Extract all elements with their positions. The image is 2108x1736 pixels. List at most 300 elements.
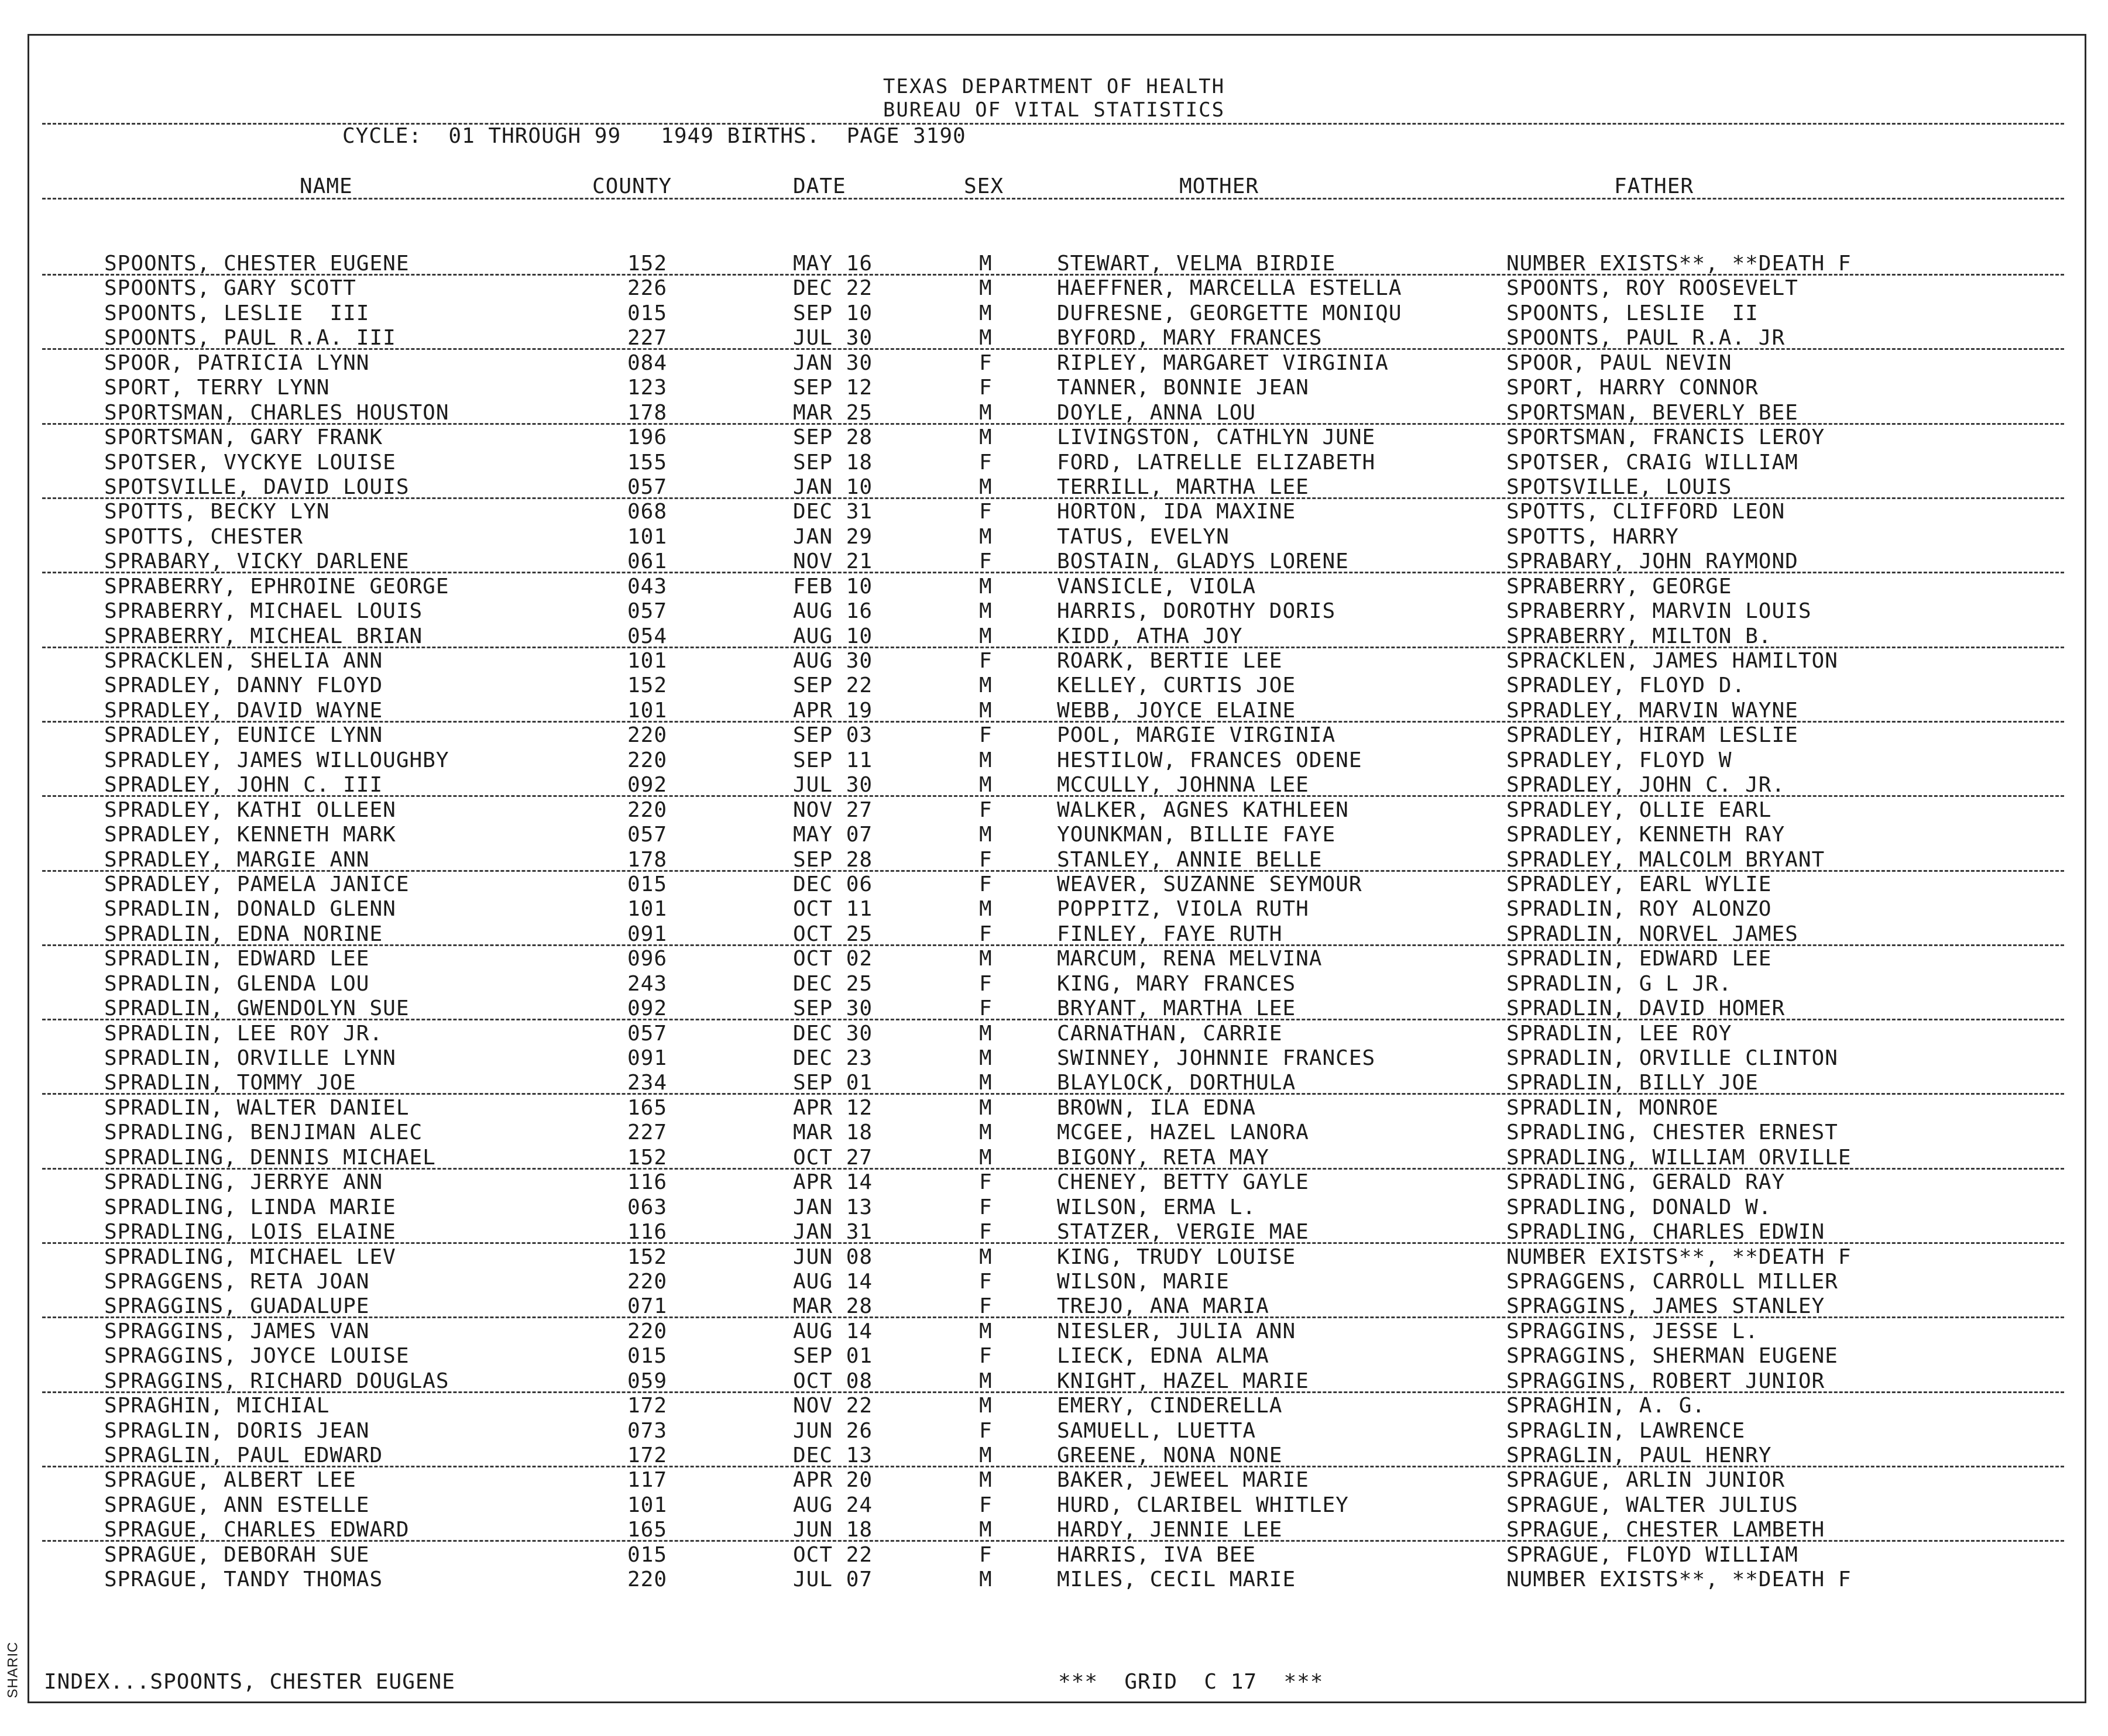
- record-sex: F: [979, 797, 993, 822]
- record-date: AUG 24: [793, 1493, 873, 1517]
- record-sex: M: [979, 698, 993, 723]
- record-county: 123: [627, 376, 668, 400]
- record-mother: SWINNEY, JOHNNIE FRANCES: [1057, 1046, 1376, 1070]
- record-name: SPRAGUE, TANDY THOMAS: [104, 1567, 383, 1592]
- record-date: DEC 30: [793, 1021, 873, 1046]
- record-name: SPRABERRY, MICHEAL BRIAN: [104, 624, 423, 648]
- record-father: SPRADLING, WILLIAM ORVILLE: [1506, 1145, 1852, 1170]
- record-mother: HARDY, JENNIE LEE: [1057, 1518, 1283, 1542]
- record-sex: M: [979, 748, 993, 772]
- record-row: [0, 252, 2108, 276]
- record-county: 220: [627, 1269, 668, 1294]
- record-mother: FINLEY, FAYE RUTH: [1057, 922, 1283, 946]
- record-name: SPRADLIN, GWENDOLYN SUE: [104, 996, 410, 1021]
- record-father: SPRADLIN, ORVILLE CLINTON: [1506, 1046, 1838, 1070]
- record-sex: M: [979, 1468, 993, 1493]
- record-date: MAR 18: [793, 1120, 873, 1145]
- record-father: SPRAGGENS, CARROLL MILLER: [1506, 1269, 1838, 1294]
- record-name: SPRADLEY, JAMES WILLOUGHBY: [104, 748, 449, 772]
- record-mother: LIECK, EDNA ALMA: [1057, 1344, 1269, 1369]
- record-father: SPRADLEY, FLOYD D.: [1506, 673, 1746, 698]
- record-mother: TERRILL, MARTHA LEE: [1057, 475, 1309, 499]
- record-name: SPORT, TERRY LYNN: [104, 376, 330, 400]
- record-mother: WEAVER, SUZANNE SEYMOUR: [1057, 872, 1362, 896]
- record-name: SPRADLIN, EDWARD LEE: [104, 947, 370, 971]
- record-name: SPOONTS, CHESTER EUGENE: [104, 252, 410, 276]
- record-father: SPOTSVILLE, LOUIS: [1506, 475, 1732, 499]
- record-name: SPRADLEY, PAMELA JANICE: [104, 872, 410, 896]
- record-father: SPORTSMAN, BEVERLY BEE: [1506, 400, 1798, 425]
- record-sex: F: [979, 500, 993, 524]
- record-father: SPRADLIN, G L JR.: [1506, 971, 1732, 996]
- record-county: 226: [627, 276, 668, 301]
- record-name: SPOTTS, CHESTER: [104, 524, 304, 549]
- record-sex: M: [979, 524, 993, 549]
- record-county: 152: [627, 1245, 668, 1269]
- record-county: 063: [627, 1195, 668, 1219]
- record-sex: M: [979, 425, 993, 450]
- record-county: 071: [627, 1294, 668, 1319]
- record-date: OCT 25: [793, 922, 873, 946]
- record-sex: F: [979, 549, 993, 574]
- record-county: 043: [627, 574, 668, 599]
- record-row: [0, 823, 2108, 847]
- record-name: SPRAGUE, ALBERT LEE: [104, 1468, 356, 1493]
- record-father: SPRADLIN, NORVEL JAMES: [1506, 922, 1798, 946]
- record-sex: F: [979, 1220, 993, 1245]
- record-father: SPRADLIN, DAVID HOMER: [1506, 996, 1786, 1021]
- record-county: 172: [627, 1443, 668, 1467]
- record-sex: F: [979, 996, 993, 1021]
- record-name: SPRAGLIN, DORIS JEAN: [104, 1418, 370, 1443]
- record-father: SPRAGLIN, PAUL HENRY: [1506, 1443, 1772, 1467]
- record-name: SPRABERRY, MICHAEL LOUIS: [104, 599, 423, 624]
- records-list: [0, 252, 2108, 1593]
- record-row: [0, 549, 2108, 574]
- record-date: OCT 11: [793, 897, 873, 922]
- record-row: [0, 475, 2108, 500]
- record-row: [0, 1022, 2108, 1046]
- record-sex: M: [979, 773, 993, 797]
- cycle-line: CYCLE: 01 THROUGH 99 1949 BIRTHS. PAGE 3190: [342, 124, 966, 148]
- record-county: 178: [627, 847, 668, 872]
- record-sex: F: [979, 1344, 993, 1369]
- record-county: 172: [627, 1394, 668, 1418]
- record-name: SPRADLIN, GLENDA LOU: [104, 971, 370, 996]
- record-row: [0, 773, 2108, 797]
- column-header-name: NAME: [300, 174, 353, 198]
- record-date: DEC 13: [793, 1443, 873, 1467]
- record-row: [0, 1394, 2108, 1418]
- record-county: 155: [627, 450, 668, 475]
- record-father: NUMBER EXISTS**, **DEATH F: [1506, 1567, 1852, 1592]
- record-name: SPRACKLEN, SHELIA ANN: [104, 649, 383, 673]
- record-father: SPRAGUE, WALTER JULIUS: [1506, 1493, 1798, 1517]
- record-row: [0, 1369, 2108, 1394]
- record-county: 196: [627, 425, 668, 450]
- record-row: [0, 1245, 2108, 1270]
- record-date: DEC 23: [793, 1046, 873, 1070]
- record-sex: F: [979, 971, 993, 996]
- record-county: 116: [627, 1170, 668, 1195]
- record-name: SPRADLIN, LEE ROY JR.: [104, 1021, 383, 1046]
- record-county: 073: [627, 1418, 668, 1443]
- record-county: 178: [627, 400, 668, 425]
- record-county: 092: [627, 996, 668, 1021]
- record-name: SPRADLEY, EUNICE LYNN: [104, 723, 383, 748]
- record-county: 165: [627, 1518, 668, 1542]
- record-name: SPRAGGINS, JAMES VAN: [104, 1319, 370, 1343]
- record-date: JUN 08: [793, 1245, 873, 1269]
- record-mother: EMERY, CINDERELLA: [1057, 1394, 1283, 1418]
- record-row: [0, 376, 2108, 400]
- record-date: OCT 22: [793, 1542, 873, 1567]
- record-father: SPRADLEY, HIRAM LESLIE: [1506, 723, 1798, 748]
- record-county: 015: [627, 1542, 668, 1567]
- record-mother: STATZER, VERGIE MAE: [1057, 1220, 1309, 1245]
- record-name: SPOTSER, VYCKYE LOUISE: [104, 450, 396, 475]
- record-row: [0, 748, 2108, 773]
- record-row: [0, 649, 2108, 673]
- record-row: [0, 1543, 2108, 1567]
- record-father: SPOONTS, PAUL R.A. JR: [1506, 326, 1786, 350]
- record-county: 234: [627, 1071, 668, 1095]
- record-county: 101: [627, 1493, 668, 1517]
- record-date: DEC 31: [793, 500, 873, 524]
- record-father: SPORTSMAN, FRANCIS LEROY: [1506, 425, 1825, 450]
- record-sex: F: [979, 1170, 993, 1195]
- record-father: SPRAGUE, CHESTER LAMBETH: [1506, 1518, 1825, 1542]
- record-mother: RIPLEY, MARGARET VIRGINIA: [1057, 350, 1389, 375]
- column-header-county: COUNTY: [592, 174, 672, 198]
- record-row: [0, 1419, 2108, 1443]
- record-name: SPRADLING, JERRYE ANN: [104, 1170, 383, 1195]
- record-sex: M: [979, 1245, 993, 1269]
- record-county: 091: [627, 922, 668, 946]
- record-county: 057: [627, 475, 668, 499]
- record-father: NUMBER EXISTS**, **DEATH F: [1506, 1245, 1852, 1269]
- record-name: SPRABARY, VICKY DARLENE: [104, 549, 410, 574]
- record-mother: CHENEY, BETTY GAYLE: [1057, 1170, 1309, 1195]
- side-mark-text: SHARIC: [5, 1641, 21, 1699]
- record-date: NOV 21: [793, 549, 873, 574]
- record-county: 092: [627, 773, 668, 797]
- record-mother: LIVINGSTON, CATHLYN JUNE: [1057, 425, 1376, 450]
- record-sex: M: [979, 1567, 993, 1592]
- record-county: 101: [627, 649, 668, 673]
- record-sex: F: [979, 376, 993, 400]
- record-mother: FORD, LATRELLE ELIZABETH: [1057, 450, 1376, 475]
- record-name: SPRADLIN, WALTER DANIEL: [104, 1095, 410, 1120]
- record-name: SPOTSVILLE, DAVID LOUIS: [104, 475, 410, 499]
- record-name: SPRAGUE, DEBORAH SUE: [104, 1542, 370, 1567]
- record-county: 057: [627, 1021, 668, 1046]
- record-date: AUG 10: [793, 624, 873, 648]
- record-sex: F: [979, 1493, 993, 1517]
- record-county: 057: [627, 599, 668, 624]
- record-county: 116: [627, 1220, 668, 1245]
- document-title: TEXAS DEPARTMENT OF HEALTH: [883, 75, 1225, 98]
- record-county: 152: [627, 673, 668, 698]
- record-row: [0, 500, 2108, 524]
- record-sex: M: [979, 1145, 993, 1170]
- record-sex: M: [979, 1394, 993, 1418]
- record-row: [0, 351, 2108, 376]
- record-county: 015: [627, 1344, 668, 1369]
- record-sex: F: [979, 350, 993, 375]
- record-name: SPRADLIN, DONALD GLENN: [104, 897, 396, 922]
- record-sex: M: [979, 1095, 993, 1120]
- record-father: NUMBER EXISTS**, **DEATH F: [1506, 252, 1852, 276]
- record-date: APR 20: [793, 1468, 873, 1493]
- record-name: SPRADLEY, DANNY FLOYD: [104, 673, 383, 698]
- record-row: [0, 1146, 2108, 1170]
- record-father: SPRAGGINS, JAMES STANLEY: [1506, 1294, 1825, 1319]
- record-date: SEP 22: [793, 673, 873, 698]
- record-mother: WEBB, JOYCE ELAINE: [1057, 698, 1296, 723]
- record-row: [0, 1468, 2108, 1493]
- record-date: DEC 22: [793, 276, 873, 301]
- record-father: SPRAGUE, ARLIN JUNIOR: [1506, 1468, 1786, 1493]
- record-date: AUG 14: [793, 1319, 873, 1343]
- record-county: 015: [627, 301, 668, 325]
- record-father: SPOTSER, CRAIG WILLIAM: [1506, 450, 1798, 475]
- record-mother: BROWN, ILA EDNA: [1057, 1095, 1256, 1120]
- record-date: DEC 25: [793, 971, 873, 996]
- record-father: SPOONTS, LESLIE II: [1506, 301, 1759, 325]
- record-county: 152: [627, 1145, 668, 1170]
- record-mother: HESTILOW, FRANCES ODENE: [1057, 748, 1362, 772]
- record-father: SPRACKLEN, JAMES HAMILTON: [1506, 649, 1838, 673]
- record-county: 152: [627, 252, 668, 276]
- record-row: [0, 996, 2108, 1021]
- record-mother: TREJO, ANA MARIA: [1057, 1294, 1269, 1319]
- record-mother: YOUNKMAN, BILLIE FAYE: [1057, 823, 1336, 847]
- record-father: SPRAGLIN, LAWRENCE: [1506, 1418, 1746, 1443]
- record-county: 220: [627, 797, 668, 822]
- record-name: SPOTTS, BECKY LYN: [104, 500, 330, 524]
- record-row: [0, 451, 2108, 475]
- record-sex: F: [979, 723, 993, 748]
- record-date: NOV 27: [793, 797, 873, 822]
- record-father: SPRADLEY, MALCOLM BRYANT: [1506, 847, 1825, 872]
- record-mother: VANSICLE, VIOLA: [1057, 574, 1256, 599]
- record-county: 220: [627, 723, 668, 748]
- record-date: JAN 10: [793, 475, 873, 499]
- record-sex: M: [979, 326, 993, 350]
- record-mother: POOL, MARGIE VIRGINIA: [1057, 723, 1336, 748]
- record-mother: WILSON, ERMA L.: [1057, 1195, 1256, 1219]
- record-date: SEP 30: [793, 996, 873, 1021]
- record-mother: NIESLER, JULIA ANN: [1057, 1319, 1296, 1343]
- record-mother: MCCULLY, JOHNNA LEE: [1057, 773, 1309, 797]
- record-row: [0, 624, 2108, 649]
- record-date: APR 19: [793, 698, 873, 723]
- record-sex: F: [979, 1269, 993, 1294]
- record-father: SPRADLING, DONALD W.: [1506, 1195, 1772, 1219]
- record-row: [0, 1195, 2108, 1220]
- record-county: 220: [627, 1567, 668, 1592]
- record-name: SPRADLEY, MARGIE ANN: [104, 847, 370, 872]
- record-mother: SAMUELL, LUETTA: [1057, 1418, 1256, 1443]
- record-row: [0, 1493, 2108, 1518]
- record-date: APR 12: [793, 1095, 873, 1120]
- record-row: [0, 798, 2108, 823]
- record-mother: TATUS, EVELYN: [1057, 524, 1230, 549]
- record-date: AUG 14: [793, 1269, 873, 1294]
- record-row: [0, 673, 2108, 698]
- record-row: [0, 401, 2108, 425]
- record-sex: F: [979, 1418, 993, 1443]
- record-mother: POPPITZ, VIOLA RUTH: [1057, 897, 1309, 922]
- record-father: SPRADLEY, OLLIE EARL: [1506, 797, 1772, 822]
- record-mother: WILSON, MARIE: [1057, 1269, 1230, 1294]
- record-date: AUG 16: [793, 599, 873, 624]
- record-sex: M: [979, 252, 993, 276]
- record-sex: M: [979, 1021, 993, 1046]
- record-date: SEP 03: [793, 723, 873, 748]
- record-mother: MARCUM, RENA MELVINA: [1057, 947, 1323, 971]
- record-date: JUN 18: [793, 1518, 873, 1542]
- record-county: 243: [627, 971, 668, 996]
- record-sex: M: [979, 1443, 993, 1467]
- record-date: FEB 10: [793, 574, 873, 599]
- record-father: SPRABERRY, MILTON B.: [1506, 624, 1772, 648]
- record-row: [0, 947, 2108, 971]
- record-name: SPORTSMAN, CHARLES HOUSTON: [104, 400, 449, 425]
- record-row: [0, 599, 2108, 624]
- record-row: [0, 276, 2108, 301]
- record-name: SPRADLING, LINDA MARIE: [104, 1195, 396, 1219]
- record-father: SPRADLEY, EARL WYLIE: [1506, 872, 1772, 896]
- record-row: [0, 1518, 2108, 1542]
- record-county: 220: [627, 1319, 668, 1343]
- record-name: SPRAGGINS, JOYCE LOUISE: [104, 1344, 410, 1369]
- record-sex: F: [979, 450, 993, 475]
- record-row: [0, 1344, 2108, 1369]
- record-county: 015: [627, 872, 668, 896]
- record-sex: F: [979, 649, 993, 673]
- record-date: JUL 30: [793, 326, 873, 350]
- record-row: [0, 575, 2108, 599]
- record-father: SPRABERRY, MARVIN LOUIS: [1506, 599, 1812, 624]
- record-row: [0, 723, 2108, 748]
- record-father: SPRADLING, GERALD RAY: [1506, 1170, 1786, 1195]
- record-name: SPRADLIN, EDNA NORINE: [104, 922, 383, 946]
- record-date: JAN 29: [793, 524, 873, 549]
- record-row: [0, 1270, 2108, 1294]
- record-row: [0, 1046, 2108, 1071]
- side-mark: [2, 1638, 20, 1703]
- record-date: MAR 28: [793, 1294, 873, 1319]
- record-row: [0, 699, 2108, 723]
- record-date: JAN 31: [793, 1220, 873, 1245]
- record-county: 068: [627, 500, 668, 524]
- record-mother: KELLEY, CURTIS JOE: [1057, 673, 1296, 698]
- record-county: 227: [627, 326, 668, 350]
- record-sex: F: [979, 872, 993, 896]
- record-mother: KIDD, ATHA JOY: [1057, 624, 1243, 648]
- record-mother: DOYLE, ANNA LOU: [1057, 400, 1256, 425]
- record-mother: HARRIS, IVA BEE: [1057, 1542, 1256, 1567]
- record-county: 101: [627, 897, 668, 922]
- record-county: 054: [627, 624, 668, 648]
- header-separator-line: [42, 198, 2064, 200]
- record-date: APR 14: [793, 1170, 873, 1195]
- record-sex: M: [979, 1046, 993, 1070]
- record-mother: MCGEE, HAZEL LANORA: [1057, 1120, 1309, 1145]
- record-mother: DUFRESNE, GEORGETTE MONIQU: [1057, 301, 1402, 325]
- record-name: SPRADLING, DENNIS MICHAEL: [104, 1145, 436, 1170]
- record-sex: M: [979, 400, 993, 425]
- record-name: SPRAGHIN, MICHIAL: [104, 1394, 330, 1418]
- record-father: SPRADLEY, KENNETH RAY: [1506, 823, 1786, 847]
- record-county: 165: [627, 1095, 668, 1120]
- record-name: SPRAGUE, ANN ESTELLE: [104, 1493, 370, 1517]
- record-sex: M: [979, 823, 993, 847]
- record-mother: TANNER, BONNIE JEAN: [1057, 376, 1309, 400]
- record-county: 061: [627, 549, 668, 574]
- record-sex: M: [979, 574, 993, 599]
- record-sex: F: [979, 922, 993, 946]
- record-row: [0, 1170, 2108, 1195]
- record-date: AUG 30: [793, 649, 873, 673]
- record-date: DEC 06: [793, 872, 873, 896]
- record-sex: M: [979, 1518, 993, 1542]
- record-date: MAY 16: [793, 252, 873, 276]
- record-father: SPRAGGINS, JESSE L.: [1506, 1319, 1759, 1343]
- record-name: SPRADLING, MICHAEL LEV: [104, 1245, 396, 1269]
- record-mother: HAEFFNER, MARCELLA ESTELLA: [1057, 276, 1402, 301]
- record-row: [0, 1220, 2108, 1245]
- record-father: SPRAGGINS, SHERMAN EUGENE: [1506, 1344, 1838, 1369]
- record-row: [0, 1071, 2108, 1095]
- record-name: SPRADLIN, TOMMY JOE: [104, 1071, 356, 1095]
- record-row: [0, 872, 2108, 897]
- record-father: SPRADLIN, EDWARD LEE: [1506, 947, 1772, 971]
- record-row: [0, 1443, 2108, 1468]
- record-father: SPOTTS, CLIFFORD LEON: [1506, 500, 1786, 524]
- record-sex: F: [979, 1542, 993, 1567]
- record-sex: M: [979, 1120, 993, 1145]
- record-sex: M: [979, 276, 993, 301]
- record-sex: M: [979, 475, 993, 499]
- record-county: 117: [627, 1468, 668, 1493]
- record-mother: ROARK, BERTIE LEE: [1057, 649, 1283, 673]
- record-county: 101: [627, 524, 668, 549]
- record-name: SPORTSMAN, GARY FRANK: [104, 425, 383, 450]
- record-name: SPOOR, PATRICIA LYNN: [104, 350, 370, 375]
- record-row: [0, 922, 2108, 947]
- record-county: 220: [627, 748, 668, 772]
- record-date: MAR 25: [793, 400, 873, 425]
- record-name: SPRADLEY, KATHI OLLEEN: [104, 797, 396, 822]
- record-mother: BAKER, JEWEEL MARIE: [1057, 1468, 1309, 1493]
- record-name: SPRADLIN, ORVILLE LYNN: [104, 1046, 396, 1070]
- record-name: SPRABERRY, EPHROINE GEORGE: [104, 574, 449, 599]
- record-name: SPOONTS, GARY SCOTT: [104, 276, 356, 301]
- record-name: SPRAGUE, CHARLES EDWARD: [104, 1518, 410, 1542]
- record-date: JAN 30: [793, 350, 873, 375]
- record-sex: M: [979, 897, 993, 922]
- record-sex: M: [979, 1369, 993, 1393]
- column-header-sex: SEX: [964, 174, 1004, 198]
- record-name: SPRAGGINS, RICHARD DOUGLAS: [104, 1369, 449, 1393]
- record-row: [0, 848, 2108, 872]
- record-father: SPRAGHIN, A. G.: [1506, 1394, 1706, 1418]
- record-sex: F: [979, 847, 993, 872]
- record-name: SPOONTS, LESLIE III: [104, 301, 370, 325]
